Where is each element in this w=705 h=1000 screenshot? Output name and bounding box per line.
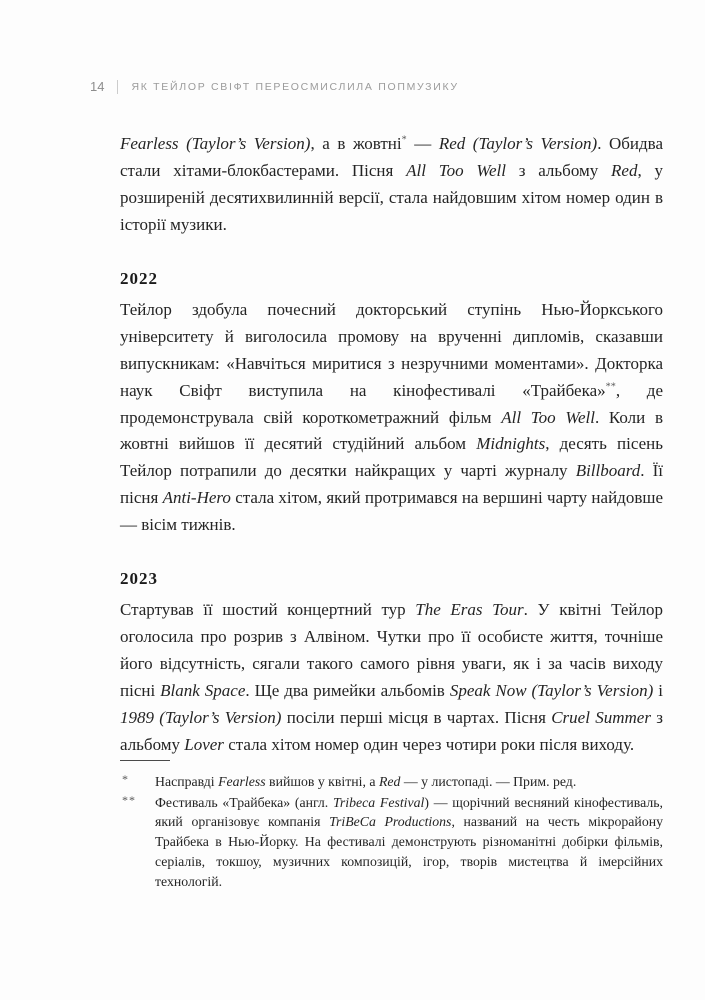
text-run: Тейлор здобула почесний докторський ступінь Нью-Йоркського університету й виголосила промову на врученні дипломів, сказавши випускникам: «Навчіться миритися з незручними моментами». Докторка наук Свіфт виступила на кінофестивалі «Трайбека» bbox=[120, 299, 663, 400]
italic-text-run: Red (Taylor’s Version) bbox=[438, 134, 598, 153]
italic-text-run: Red bbox=[611, 160, 638, 180]
text-run: . Обидва стали хітами-блокбастерами. Пісня bbox=[120, 134, 664, 180]
italic-text-run: Blank Space bbox=[160, 681, 246, 700]
italic-text-run: Anti-Hero bbox=[162, 488, 231, 508]
text-run: ) — щорічний весняний кінофестиваль, який організовує компанія bbox=[155, 794, 663, 830]
text-run: стала хітом, який протримався на вершині чарту найдовше — вісім тижнів. bbox=[120, 488, 663, 535]
body-paragraph bbox=[120, 597, 663, 759]
text-run: вийшов у квітні, а bbox=[265, 774, 379, 789]
text-run: — у листопаді. — Прим. ред. bbox=[400, 774, 577, 789]
text-run: 2023 bbox=[120, 569, 158, 589]
page-number: 14 bbox=[90, 79, 105, 94]
text-run: і bbox=[653, 681, 664, 700]
text-run: 2022 bbox=[120, 268, 158, 288]
italic-text-run: The Eras Tour bbox=[415, 600, 524, 620]
text-run: , у розширеній десятихвилинній версії, стала найдовшим хітом номер один в історії музики. bbox=[120, 160, 663, 234]
text-run: Насправді bbox=[155, 774, 219, 789]
text-run: . Її пісня bbox=[120, 461, 663, 508]
text-run: Стартував її шостий концертний тур bbox=[120, 600, 416, 620]
running-title: ЯК ТЕЙЛОР СВІФТ ПЕРЕОСМИСЛИЛА ПОПМУЗИКУ bbox=[131, 80, 459, 93]
footnote-marker: ** bbox=[122, 792, 136, 807]
italic-text-run: Red bbox=[378, 774, 401, 789]
footnote-marker: * bbox=[122, 772, 129, 786]
text-run: , а в жовтні bbox=[310, 134, 402, 153]
text-run: . У квітні Тейлор оголосила про розрив з Алвіном. Чутки про її особисте життя, точніше його відсутність, сягали такого самого рівня уваги, як і за часів виходу пісні bbox=[120, 600, 663, 700]
footnote-reference-mark: * bbox=[401, 134, 407, 146]
body-paragraph bbox=[120, 297, 663, 539]
text-run: , десять пісень Тейлор потрапили до десятки найкращих у чарті журналу bbox=[120, 434, 663, 481]
text-run: , де продемонструвала свій короткометражний фільм bbox=[120, 380, 663, 427]
text-run: з альбому bbox=[120, 707, 663, 754]
italic-text-run: All Too Well bbox=[406, 160, 506, 180]
year-heading bbox=[120, 569, 663, 589]
italic-text-run: Midnights bbox=[476, 434, 546, 454]
text-run: стала хітом номер один через чотири роки після виходу. bbox=[223, 734, 635, 754]
footnote-text bbox=[155, 795, 663, 889]
italic-text-run: Billboard bbox=[575, 461, 641, 481]
page-header bbox=[90, 79, 459, 94]
text-run: Фестиваль «Трайбека» (англ. bbox=[155, 794, 333, 810]
footnote-list bbox=[120, 772, 663, 891]
italic-text-run: Lover bbox=[184, 734, 224, 754]
footnotes-section bbox=[120, 760, 663, 892]
italic-text-run: 1989 (Taylor’s Version) bbox=[120, 707, 282, 727]
header-divider bbox=[117, 80, 118, 94]
italic-text-run: Speak Now (Taylor’s Version) bbox=[449, 681, 654, 700]
italic-text-run: Fearless (Taylor’s Version) bbox=[120, 134, 311, 153]
italic-text-run: TriBeCa Productions bbox=[329, 814, 452, 830]
text-run: . Ще два римейки альбомів bbox=[245, 681, 450, 700]
year-heading bbox=[120, 269, 663, 289]
footnote-divider bbox=[120, 760, 170, 761]
footnote-item bbox=[120, 793, 663, 892]
body-paragraph bbox=[120, 131, 663, 239]
text-run: з альбому bbox=[505, 160, 612, 180]
italic-text-run: Tribeca Festival bbox=[333, 794, 425, 810]
text-run: . Коли в жовтні вийшов її десятий студійний альбом bbox=[120, 407, 663, 454]
text-run: — bbox=[406, 134, 439, 153]
footnote-reference-mark: ** bbox=[605, 380, 616, 392]
italic-text-run: All Too Well bbox=[501, 407, 595, 427]
text-run: посіли перші місця в чартах. Пісня bbox=[281, 707, 552, 727]
italic-text-run: Fearless bbox=[218, 774, 266, 789]
italic-text-run: Cruel Summer bbox=[551, 707, 651, 727]
text-run: , названий на честь мікрорайону Трайбека в Нью-Йорку. На фестивалі демонструють різноманітні добірки фільмів, серіалів, токшоу, музичних композицій, ігор, творів мистецтва й імерсійних технологій. bbox=[155, 814, 663, 889]
footnote-item bbox=[120, 772, 663, 792]
footnote-text bbox=[155, 774, 576, 789]
page-body bbox=[120, 131, 663, 759]
